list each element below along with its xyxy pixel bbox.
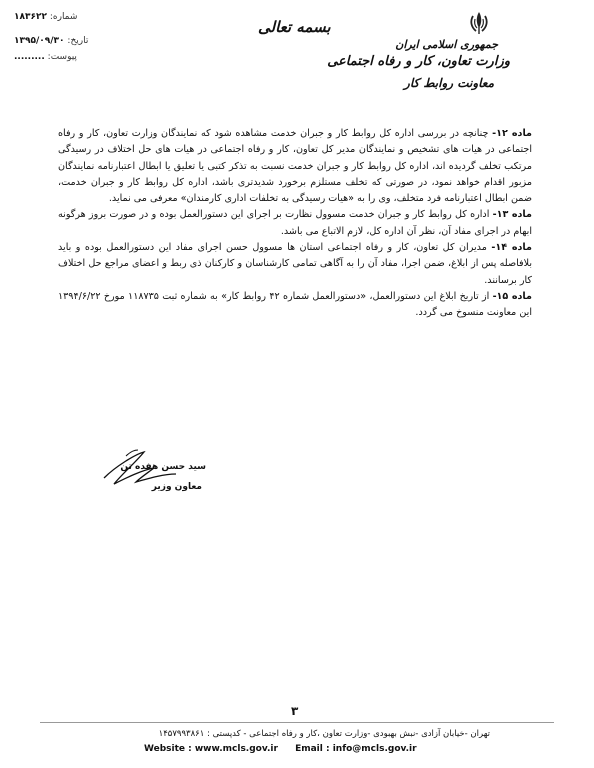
signature-block — [96, 444, 206, 504]
ministry-name-line: وزارت تعاون، کار و رفاه اجتماعی — [327, 54, 510, 69]
footer-contact — [144, 744, 431, 754]
signer-name: سید حسن هفده تن — [120, 462, 206, 472]
basmala-heading: بسمه تعالی — [258, 18, 331, 36]
footer-divider — [40, 722, 554, 723]
article-label: ماده ۱۴- — [491, 242, 532, 254]
page-number: ۳ — [291, 704, 299, 718]
iran-emblem-logo — [466, 10, 492, 36]
footer-address: تهران -خیابان آزادی -نبش بهبودی -وزارت تعاون ،کار و رفاه اجتماعی - کدپستی : ۱۴۵۷۹۹۳۸۶۱ — [158, 729, 490, 739]
article-text: چنانچه در بررسی اداره کل روابط کار و جبران خدمت مشاهده شود که نمایندگان وزارت تعاون، کار و رفاه اجتماعی در هیات های تشخیص و نمایندگان مدیر کل تعاون، کار و رفاه اجتماعی در هیات های حل اختلاف در رسیدگی مرتکب تخلف گردیده اند، اداره کل روابط کار و جبران خدمت نسبت به تذکر کتبی یا تعلیق یا ابطال اعتبارنامه نمایندگان مزبور اقدام خواهد نمود، در صورتی که تخلف مستلزم برخورد شدیدتری باشد، اداره کل روابط کار و جبران خدمت، ضمن ابطال اعتبارنامه فرد متخلف، وی را به «هیات رسیدگی به تخلفات اداری کارمندان» معرفی می نماید. — [58, 128, 532, 205]
article-14 — [58, 240, 532, 289]
letter-date-row — [14, 36, 88, 46]
letter-date-value: ۱۳۹۵/۰۹/۳۰ — [14, 36, 65, 46]
article-text: اداره کل روابط کار و جبران خدمت مسوول نظارت بر اجرای این دستورالعمل بوده و در صورت بروز هرگونه ابهام در اجرای مفاد آن، نظر آن اداره کل، لازم الاتباع می باشد. — [58, 209, 532, 237]
letter-body — [58, 126, 532, 322]
article-13 — [58, 207, 532, 240]
letter-number-value: ۱۸۳۶۲۲ — [14, 12, 47, 22]
footer-website: Website : www.mcls.gov.ir — [144, 744, 278, 754]
letter-attachment-value: ......... — [14, 52, 45, 62]
letter-attachment-label: پیوست: — [47, 52, 77, 62]
department-name-line: معاونت روابط کار — [404, 76, 494, 90]
article-label: ماده ۱۵- — [492, 290, 532, 302]
letter-attachment-row — [14, 52, 77, 62]
ministry-country-line: جمهوری اسلامی ایران — [395, 38, 498, 51]
article-label: ماده ۱۲- — [492, 128, 532, 139]
article-text: مدیران کل تعاون، کار و رفاه اجتماعی استان ها مسوول حسن اجرای مفاد این دستورالعمل بوده و باید بلافاصله پس از ابلاغ، ضمن اجرا، مفاد آن را به آگاهی تمامی کارشناسان و کارکنان ذی ربط و اعضای مراجع حل اختلاف کار برسانند. — [58, 242, 532, 286]
letter-number-label: شماره: — [49, 12, 78, 22]
article-text: از تاریخ ابلاغ این دستورالعمل، «دستورالعمل شماره ۴۲ روابط کار» به شماره ثبت ۱۱۸۷۳۵ مورخ ۱۳۹۴/۶/۲۲ این معاونت منسوخ می گردد. — [58, 290, 532, 319]
footer-email: Email : info@mcls.gov.ir — [295, 744, 417, 754]
article-12 — [58, 126, 532, 207]
letter-date-label: تاریخ: — [67, 36, 89, 46]
letter-number-row — [14, 12, 77, 22]
article-15 — [58, 289, 532, 322]
signer-title: معاون وزیر — [151, 482, 202, 492]
article-label: ماده ۱۳- — [492, 209, 532, 221]
handwritten-signature — [96, 444, 206, 504]
